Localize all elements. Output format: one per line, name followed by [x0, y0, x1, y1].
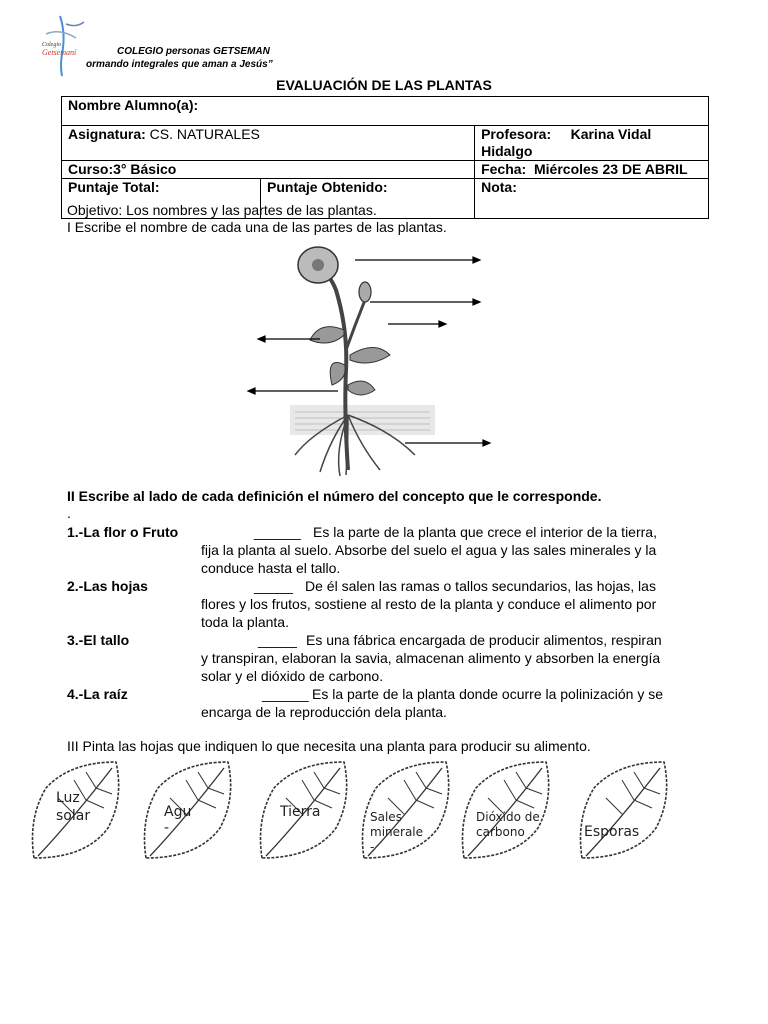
leaf-label: - — [370, 840, 375, 854]
leaf-2[interactable] — [136, 758, 240, 864]
teacher-value: Karina Vidal Hidalgo — [481, 126, 652, 159]
section3-heading: III Pinta las hojas que indiquen lo que necesita una planta para producir su alimento. — [67, 738, 591, 754]
leaf-1[interactable] — [24, 758, 128, 864]
definitions-list — [67, 523, 707, 721]
leaf-label: Dióxido de — [476, 810, 540, 824]
leaf-6[interactable] — [572, 758, 676, 864]
school-name: COLEGIO personas GETSEMAN — [117, 46, 270, 57]
concept-label-3: 3.-El tallo — [67, 632, 130, 648]
definition-line-3b: y transpiran, elaboran la savia, almacenan alimento y absorben la energía — [201, 650, 661, 666]
school-motto: ormando integrales que aman a Jesús” — [86, 59, 273, 70]
definition-item-3 — [67, 631, 707, 685]
definition-line-2b: flores y los frutos, sostiene al resto de la planta y conduce el alimento por — [201, 596, 657, 612]
note-label: Nota: — [481, 179, 517, 195]
grade-cell — [62, 161, 475, 179]
objective-text: Objetivo: Los nombres y las partes de las plantas. — [67, 202, 377, 218]
section2-dot: . — [67, 505, 71, 521]
leaf-label: Luz — [56, 790, 80, 806]
answer-blank-4[interactable]: ______ — [262, 686, 309, 702]
definition-line-4a: Es la parte de la planta donde ocurre la polinización y se — [312, 686, 663, 702]
definition-line-4b: encarga de la reproducción dela planta. — [201, 704, 447, 720]
subject-value: CS. NATURALES — [145, 126, 260, 142]
date-value: Miércoles 23 DE ABRIL — [534, 161, 688, 177]
date-cell — [475, 161, 709, 179]
grade-label: Curso: — [68, 161, 114, 177]
leaf-label: carbono — [476, 825, 525, 839]
leaf-label: Agu — [164, 804, 192, 820]
leaf-outline-icon — [572, 758, 676, 864]
page-title: EVALUACIÓN DE LAS PLANTAS — [276, 77, 492, 93]
section2-heading: II Escribe al lado de cada definición el número del concepto que le corresponde. — [67, 488, 602, 504]
leaf-label: solar — [56, 808, 91, 824]
definition-line-2c: toda la planta. — [201, 614, 289, 630]
leaf-label: Esporas — [584, 824, 640, 840]
student-name-field[interactable] — [62, 97, 709, 126]
plant-diagram — [240, 240, 500, 482]
concept-label-4: 4.-La raíz — [67, 686, 128, 702]
subject-label: Asignatura: — [68, 126, 146, 142]
teacher-label: Profesora: — [481, 126, 552, 142]
school-logo — [36, 14, 92, 78]
student-name-label: Nombre Alumno(a): — [68, 97, 199, 113]
leaves-row — [20, 758, 668, 866]
section1-instruction: I Escribe el nombre de cada una de las partes de las plantas. — [67, 219, 447, 235]
answer-blank-1[interactable]: ______ — [254, 524, 301, 540]
definition-line-1c: conduce hasta el tallo. — [201, 560, 341, 576]
grade-value: 3° Básico — [113, 161, 177, 177]
definition-line-3c: solar y el dióxido de carbono. — [201, 668, 384, 684]
concept-label-2: 2.-Las hojas — [67, 578, 148, 594]
leaf-label: minerale — [370, 825, 424, 839]
leaf-4[interactable] — [354, 758, 458, 864]
logo-text-1: Colegio — [42, 42, 61, 48]
definition-line-3a: Es una fábrica encargada de producir alimentos, respiran — [306, 632, 662, 648]
definition-item-2 — [67, 577, 707, 631]
leaf-label: Sales — [370, 810, 402, 824]
concept-label-1: 1.-La flor o Fruto — [67, 524, 179, 540]
definition-line-1b: fija la planta al suelo. Absorbe del suelo el agua y las sales minerales y la — [201, 542, 657, 558]
answer-blank-2[interactable]: _____ — [254, 578, 293, 594]
obtained-score-label: Puntaje Obtenido: — [267, 179, 388, 195]
leaf-5[interactable] — [454, 758, 558, 864]
answer-blank-3[interactable]: _____ — [258, 632, 297, 648]
leaf-3[interactable] — [252, 758, 356, 864]
definition-item-4 — [67, 685, 707, 721]
subject-cell — [62, 126, 475, 161]
definition-line-1a: Es la parte de la planta que crece el interior de la tierra, — [313, 524, 657, 540]
leaf-label: - — [164, 820, 170, 836]
student-info-table — [61, 96, 709, 219]
leaf-label: Tierra — [280, 804, 321, 820]
teacher-cell — [475, 126, 709, 161]
date-label: Fecha: — [481, 161, 527, 177]
logo-text-2: Getsemaní — [42, 48, 77, 57]
total-score-label: Puntaje Total: — [68, 179, 160, 195]
definition-item-1 — [67, 523, 707, 577]
definition-line-2a: De él salen las ramas o tallos secundarios, las hojas, las — [305, 578, 656, 594]
grade-note-field[interactable] — [475, 179, 709, 219]
